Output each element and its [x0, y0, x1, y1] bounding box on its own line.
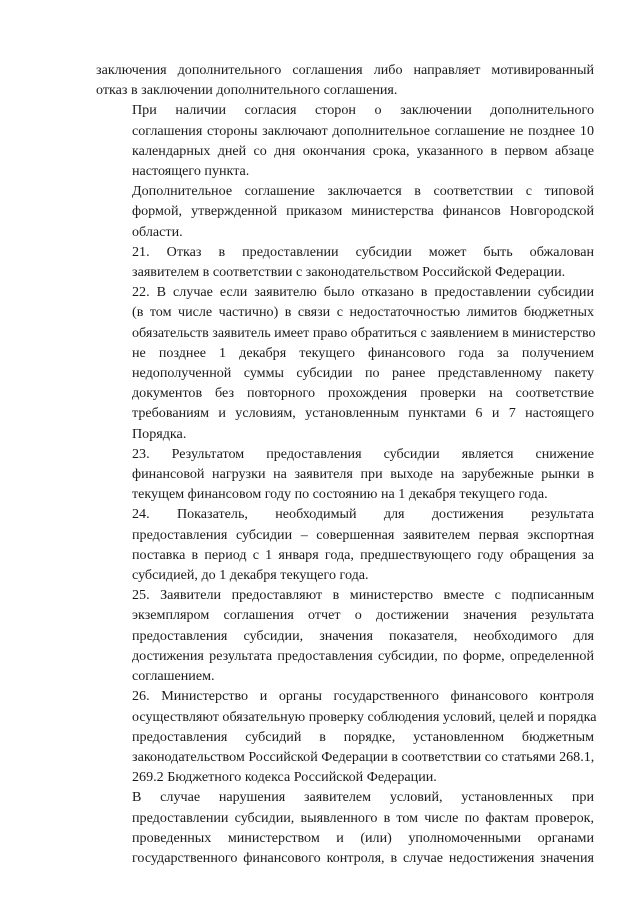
text-line: 21. Отказ в предоставлении субсидии может быть обжалован — [132, 243, 594, 260]
text-line: В случае нарушения заявителем условий, установленных при — [132, 789, 594, 806]
text-line: 22. В случае если заявителю было отказано в предоставлении субсидии — [132, 284, 594, 301]
paragraph-p-agreement — [96, 100, 594, 181]
text-line: Дополнительное соглашение заключается в соответствии с типовой — [132, 183, 594, 200]
text-line: заявителем в соответствии с законодательством Российской Федерации. — [132, 264, 566, 281]
text-line: календарных дней со дня окончания срока, указанного в первом абзаце — [132, 142, 594, 159]
text-line: заключения дополнительного соглашения либо направляет мотивированный — [96, 62, 594, 78]
text-line: проведенных министерством и (или) уполномоченными органами — [132, 829, 594, 846]
text-line: При наличии согласия сторон о заключении дополнительного — [132, 102, 594, 119]
text-line: достижения результата предоставления субсидии, по форме, определенной — [132, 647, 594, 664]
text-line: субсидией, до 1 декабря текущего года. — [132, 567, 369, 584]
paragraph-p-22 — [96, 282, 594, 444]
text-line: предоставления субсидии – совершенная заявителем первая экспортная — [132, 526, 594, 543]
text-line: 24. Показатель, необходимый для достижения результата — [132, 506, 594, 523]
text-line: недополученной суммы субсидии по ранее представленному пакету — [132, 365, 594, 382]
text-line: государственного финансового контроля, в случае недостижения значения — [132, 849, 594, 866]
paragraph-p-standard-form — [96, 181, 594, 242]
text-line: требованиям и условиям, установленным пунктами 6 и 7 настоящего — [132, 405, 594, 422]
text-line: документов без повторного прохождения проверки на соответствие — [132, 385, 594, 402]
text-line: настоящего пункта. — [132, 163, 250, 180]
paragraph-p-violation — [96, 787, 594, 868]
text-line: Порядка. — [132, 425, 187, 442]
text-line: предоставлении субсидии, выявленного в том числе по фактам проверок, — [132, 809, 594, 826]
document-page — [96, 60, 597, 868]
text-line: (в том числе частично) в связи с недостаточностью лимитов бюджетных — [132, 304, 594, 321]
text-line: экземпляром соглашения отчет о достижении значения результата — [132, 607, 594, 624]
paragraph-p-26 — [96, 686, 597, 787]
text-line: соглашения стороны заключают дополнительное соглашение не позднее 10 — [132, 122, 594, 139]
text-line: отказ в заключении дополнительного соглашения. — [96, 82, 398, 99]
paragraph-p-24 — [96, 504, 594, 585]
text-line: 23. Результатом предоставления субсидии является снижение — [132, 445, 594, 462]
paragraph-p-21 — [96, 242, 594, 282]
text-line: соглашением. — [132, 668, 215, 685]
text-line: формой, утвержденной приказом министерства финансов Новгородской — [132, 203, 594, 220]
text-line: осуществляют обязательную проверку соблюдения условий, целей и порядка — [132, 708, 597, 725]
text-line: 269.2 Бюджетного кодекса Российской Федерации. — [132, 769, 437, 786]
text-line: 26. Министерство и органы государственного финансового контроля — [132, 688, 594, 705]
text-line: 25. Заявители предоставляют в министерство вместе с подписанным — [132, 587, 594, 604]
text-line: обязательств заявитель имеет право обратиться с заявлением в министерство — [132, 324, 596, 341]
text-line: текущем финансовом году по состоянию на 1 декабря текущего года. — [132, 486, 548, 503]
paragraph-p-cont — [96, 60, 594, 100]
text-line: предоставления субсидий в порядке, установленном бюджетным — [132, 728, 594, 745]
text-line: законодательством Российской Федерации в соответствии со статьями 268.1, — [132, 748, 595, 765]
text-line: предоставления субсидии, значения показателя, необходимого для — [132, 627, 594, 644]
text-line: финансовой нагрузки на заявителя при выходе на зарубежные рынки в — [132, 466, 594, 483]
text-line: не позднее 1 декабря текущего финансового года за получением — [132, 344, 594, 361]
text-line: области. — [132, 223, 183, 240]
paragraph-p-23 — [96, 444, 594, 505]
paragraph-p-25 — [96, 585, 594, 686]
text-line: поставка в период с 1 января года, предшествующего году обращения за — [132, 546, 594, 563]
